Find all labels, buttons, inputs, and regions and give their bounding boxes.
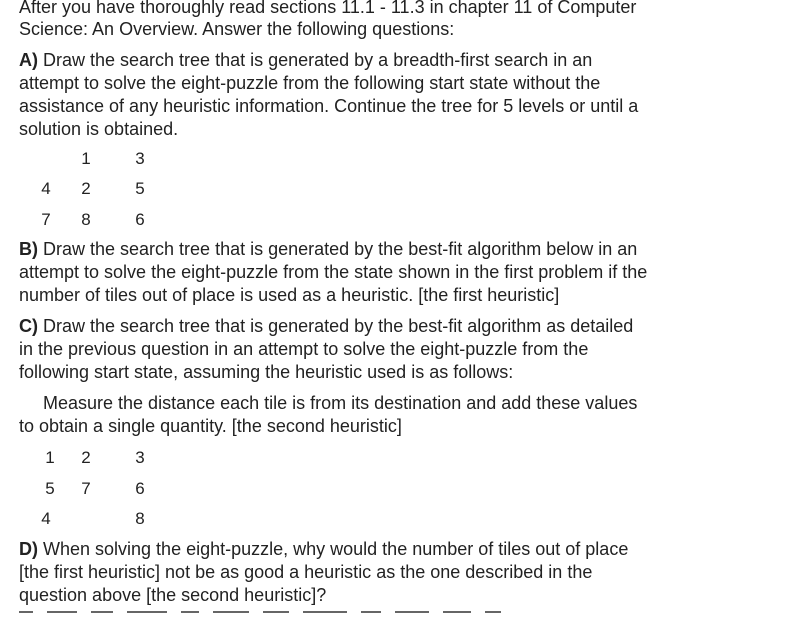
question-d-label: D) [19, 539, 38, 559]
clipped-text-line [19, 611, 559, 614]
question-c-label: C) [19, 316, 38, 336]
puzzle-2-tile: 3 [135, 448, 145, 467]
question-b-line-2: attempt to solve the eight-puzzle from the state shown in the first problem if the [19, 262, 648, 282]
heuristic-detail-line-2: to obtain a single quantity. [the second heuristic] [19, 416, 402, 436]
question-c-line-2: in the previous question in an attempt to solve the eight-puzzle from the [19, 339, 589, 359]
puzzle-2-tile: 2 [81, 448, 91, 467]
question-b-label: B) [19, 239, 38, 259]
intro-line-1: After you have thoroughly read sections 11.1 - 11.3 in chapter 11 of Computer [19, 0, 637, 17]
puzzle-1-tile: 4 [41, 179, 51, 198]
puzzle-1-tile: 5 [135, 179, 145, 198]
question-a-line-4: solution is obtained. [19, 119, 179, 139]
puzzle-1-tile: 6 [135, 210, 145, 229]
question-b-line-3: number of tiles out of place is used as a heuristic. [the first heuristic] [19, 285, 560, 305]
puzzle-2-tile: 6 [135, 479, 145, 498]
question-b-line-1 [19, 238, 637, 260]
heuristic-detail-line-1: Measure the distance each tile is from its destination and add these values [43, 393, 638, 413]
intro-line-2: Science: An Overview. Answer the following questions: [19, 19, 455, 39]
question-c-line-1 [19, 315, 633, 337]
question-a-text-1: Draw the search tree that is generated by a breadth-first search in an [38, 50, 593, 70]
puzzle-2-tile: 1 [45, 448, 55, 467]
question-c-text-1: Draw the search tree that is generated by the best-fit algorithm as detailed [38, 316, 634, 336]
question-a-line-1 [19, 49, 592, 71]
puzzle-1-tile: 8 [81, 210, 91, 229]
question-d-line-3: question above [the second heuristic]? [19, 585, 327, 605]
puzzle-1-tile: 3 [135, 149, 145, 168]
puzzle-1-tile: 1 [81, 149, 91, 168]
question-d-line-1 [19, 538, 628, 560]
question-b-text-1: Draw the search tree that is generated by the best-fit algorithm below in an [38, 239, 638, 259]
puzzle-2-tile: 5 [45, 479, 55, 498]
puzzle-2-tile: 7 [81, 479, 91, 498]
puzzle-1-tile: 2 [81, 179, 91, 198]
puzzle-1-tile: 7 [41, 210, 51, 229]
question-a-line-2: attempt to solve the eight-puzzle from the following start state without the [19, 73, 601, 93]
question-d-line-2: [the first heuristic] not be as good a heuristic as the one described in the [19, 562, 593, 582]
question-a-label: A) [19, 50, 38, 70]
question-d-text-1: When solving the eight-puzzle, why would the number of tiles out of place [38, 539, 629, 559]
puzzle-2-tile: 4 [41, 509, 51, 528]
question-a-line-3: assistance of any heuristic information. Continue the tree for 5 levels or until a [19, 96, 639, 116]
puzzle-2-tile: 8 [135, 509, 145, 528]
question-c-line-3: following start state, assuming the heuristic used is as follows: [19, 362, 514, 382]
